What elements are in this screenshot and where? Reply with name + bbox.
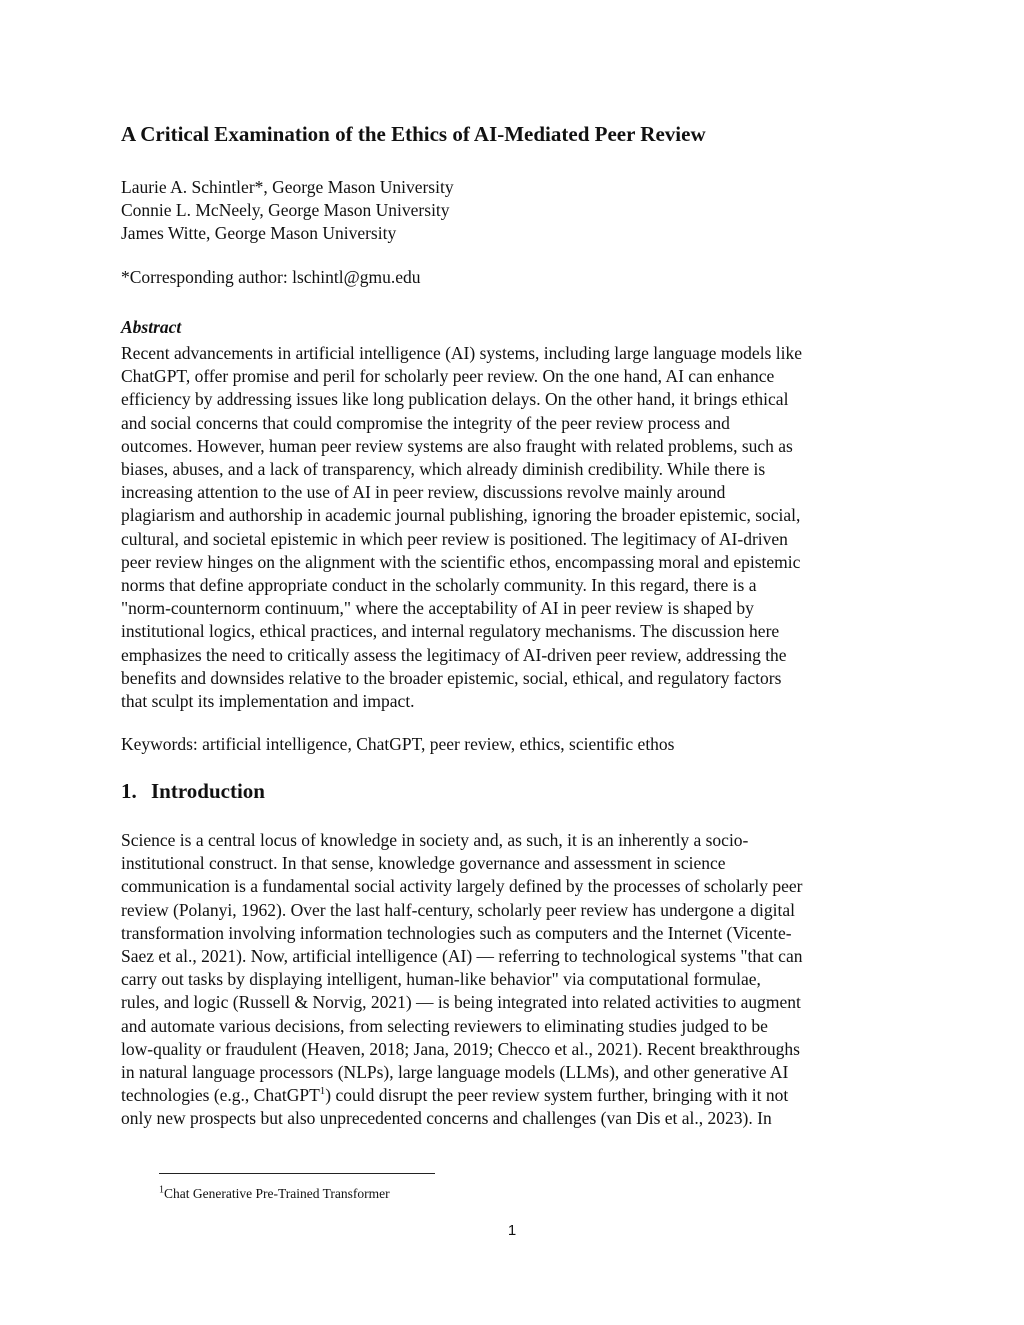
author-line: Laurie A. Schintler*, George Mason University — [121, 177, 454, 197]
abstract-line: institutional logics, ethical practices, and internal regulatory mechanisms. The discussion here — [121, 621, 780, 642]
author-line: Connie L. McNeely, George Mason University — [121, 200, 450, 220]
abstract-line: norms that define appropriate conduct in the scholarly community. In this regard, there is a — [121, 575, 757, 596]
footnote-reference[interactable]: 1 — [319, 1085, 326, 1098]
body-line: and automate various decisions, from selecting reviewers to eliminating studies judged to be — [121, 1015, 768, 1036]
body-line: review (Polanyi, 1962). Over the last half-century, scholarly peer review has undergone a digital — [121, 899, 796, 920]
body-line: communication is a fundamental social activity largely defined by the processes of scholarly peer — [121, 876, 803, 897]
abstract-line: benefits and downsides relative to the broader epistemic, social, ethical, and regulatory factors — [121, 667, 782, 688]
abstract-line: that sculpt its implementation and impact. — [121, 691, 415, 712]
body-text: technologies (e.g., ChatGPT — [121, 1085, 320, 1106]
body-line: institutional construct. In that sense, knowledge governance and assessment in science — [121, 853, 726, 874]
body-line: Science is a central locus of knowledge in society and, as such, it is an inherently a socio- — [121, 830, 749, 850]
introduction-body — [121, 829, 911, 1131]
abstract-heading: Abstract — [121, 317, 182, 337]
section-heading-introduction — [121, 779, 265, 804]
abstract-line: increasing attention to the use of AI in peer review, discussions revolve mainly around — [121, 482, 726, 503]
section-number: 1. — [121, 779, 137, 803]
abstract-line: emphasizes the need to critically assess the legitimacy of AI-driven peer review, addressing the — [121, 644, 787, 665]
abstract-body — [121, 342, 911, 713]
author-line: James Witte, George Mason University — [121, 223, 397, 243]
body-text: ) could disrupt the peer review system further, bringing with it not — [325, 1085, 789, 1106]
footnote — [159, 1186, 390, 1202]
corresponding-author: *Corresponding author: lschintl@gmu.edu — [121, 267, 421, 287]
abstract-line: cultural, and societal epistemic in which peer review is positioned. The legitimacy of AI-driven — [121, 528, 788, 549]
abstract-line: Recent advancements in artificial intelligence (AI) systems, including large language models like — [121, 343, 802, 363]
body-line: low-quality or fraudulent (Heaven, 2018; Jana, 2019; Checco et al., 2021). Recent breakthroughs — [121, 1038, 800, 1059]
footnote-text: Chat Generative Pre-Trained Transformer — [164, 1186, 390, 1201]
body-line: rules, and logic (Russell & Norvig, 2021) — is being integrated into related activities to augment — [121, 992, 801, 1013]
footnote-mark: 1 — [159, 1184, 164, 1196]
abstract-line: plagiarism and authorship in academic journal publishing, ignoring the broader epistemic, social, — [121, 505, 801, 526]
body-line: carry out tasks by displaying intelligent, human-like behavior" via computational formulae, — [121, 969, 761, 990]
abstract-line: peer review hinges on the alignment with the scientific ethos, encompassing moral and epistemic — [121, 551, 801, 572]
abstract-line: and social concerns that could compromise the integrity of the peer review process and — [121, 412, 730, 433]
body-line: transformation involving information technologies such as computers and the Internet (Vicente- — [121, 922, 792, 943]
keywords: Keywords: artificial intelligence, ChatGPT, peer review, ethics, scientific ethos — [121, 734, 675, 754]
abstract-line: outcomes. However, human peer review systems are also fraught with related problems, such as — [121, 435, 793, 456]
body-line: in natural language processors (NLPs), large language models (LLMs), and other generative AI — [121, 1062, 789, 1083]
author-list — [121, 176, 454, 245]
page-number: 1 — [507, 1222, 517, 1239]
footnote-divider — [159, 1173, 435, 1174]
body-line: only new prospects but also unprecedented concerns and challenges (van Dis et al., 2023). In — [121, 1108, 772, 1129]
abstract-line: "norm-counternorm continuum," where the acceptability of AI in peer review is shaped by — [121, 598, 754, 619]
body-line-with-footnote — [121, 1084, 911, 1107]
abstract-line: efficiency by addressing issues like long publication delays. On the other hand, it brings ethical — [121, 389, 789, 410]
paper-title: A Critical Examination of the Ethics of AI-Mediated Peer Review — [121, 122, 706, 146]
body-line: Saez et al., 2021). Now, artificial intelligence (AI) — referring to technological systems "that can — [121, 946, 803, 967]
abstract-line: biases, abuses, and a lack of transparency, which already diminish credibility. While there is — [121, 459, 766, 480]
abstract-line: ChatGPT, offer promise and peril for scholarly peer review. On the one hand, AI can enhance — [121, 366, 775, 387]
section-title: Introduction — [151, 779, 265, 803]
